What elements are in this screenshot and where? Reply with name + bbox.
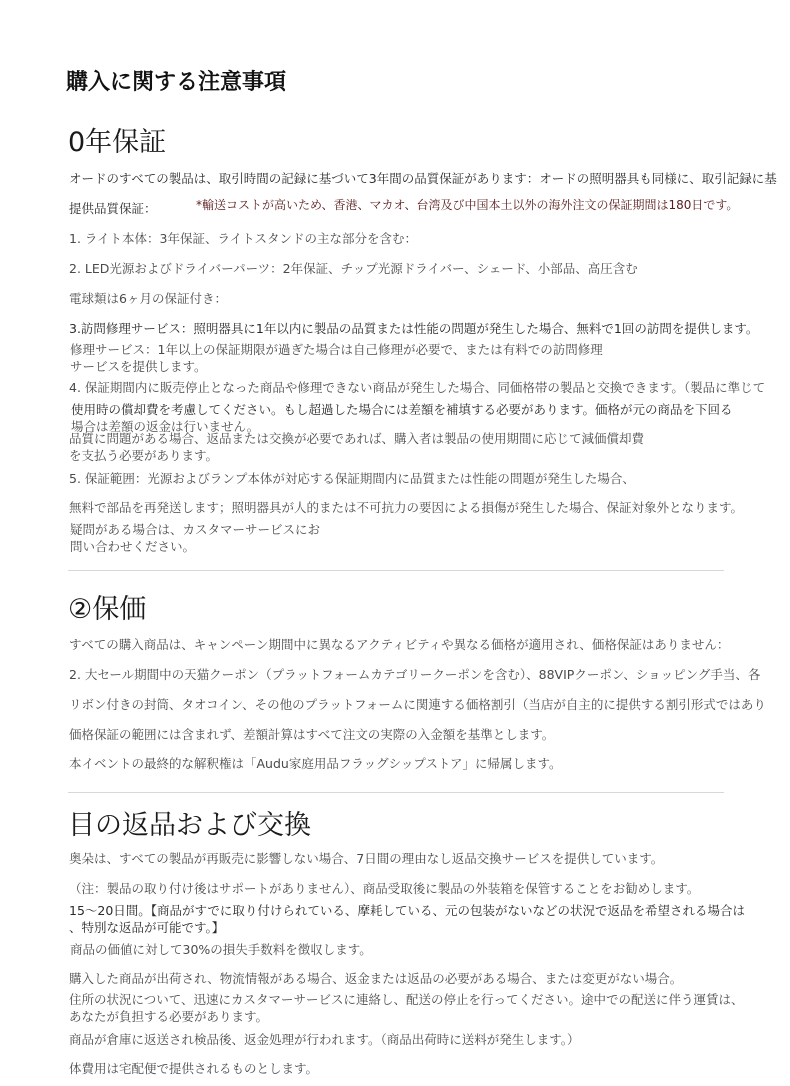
returns-line: 体費用は宅配便で提供されるものとします。 bbox=[69, 1061, 319, 1076]
warranty-line: 品質に問題がある場合、返品または交換が必要であれば、購入者は製品の使用期間に応じて減価償却費 bbox=[69, 431, 645, 446]
warranty-line: 使用時の償却費を考慮してください。もし超過した場合には差額を補填する必要があります。価格が元の商品を下回る bbox=[71, 402, 733, 417]
warranty-intro: オードのすべての製品は、取引時間の記録に基づいて3年間の品質保証があります：オードの照明器具も同様に、取引記録に基 bbox=[69, 171, 777, 186]
provider-label: 提供品質保証： bbox=[69, 201, 157, 216]
warranty-line: 問い合わせください。 bbox=[70, 539, 196, 554]
price-line: 価格保証の範囲には含まれず、差額計算はすべて注文の実際の入金額を基準とします。 bbox=[69, 727, 555, 742]
section-divider bbox=[68, 570, 724, 571]
returns-line: 、特別な返品が可能です。】 bbox=[69, 920, 225, 935]
returns-heading: 目の返品および交換 bbox=[68, 810, 311, 841]
price-line: リボン付きの封筒、タオコイン、その他のプラットフォームに関連する価格割引（当店が自主的に提供する割引形式ではあり bbox=[69, 697, 766, 712]
returns-line: （注：製品の取り付け後はサポートがありません）、商品受取後に製品の外装箱を保管することをお勧めします。 bbox=[69, 881, 700, 896]
returns-line: 商品の価値に対して30%の損失手数料を徴収します。 bbox=[70, 942, 372, 957]
price-line: 2. 大セール期間中の天猫クーポン（プラットフォームカテゴリークーポンを含む）、88VIPクーポン、ショッピング手当、各 bbox=[69, 667, 761, 682]
section-divider bbox=[68, 792, 724, 793]
warranty-line: 3.訪問修理サービス：照明器具に1年以内に製品の品質または性能の問題が発生した場合、無料で1回の訪問を提供します。 bbox=[69, 321, 759, 336]
returns-line: あなたが負担する必要があります。 bbox=[69, 1009, 269, 1024]
price-line: 本イベントの最終的な解釈権は「Audu家庭用品フラッグシップストア」に帰属します。 bbox=[69, 756, 562, 771]
warranty-line: を支払う必要があります。 bbox=[69, 448, 219, 463]
returns-line: 15〜20日間。【商品がすでに取り付けられている、摩耗している、元の包装がないなどの状況で返品を希望される場合は bbox=[69, 903, 745, 918]
warranty-line: サービスを提供します。 bbox=[70, 359, 207, 374]
warranty-line: 2. LED光源およびドライバーパーツ：2年保証、チップ光源ドライバー、シェード、小部品、高圧含む bbox=[69, 261, 638, 276]
returns-line: 住所の状況について、迅速にカスタマーサービスに連絡し、配送の停止を行ってください。途中での配送に伴う運賃は、 bbox=[69, 992, 744, 1007]
warranty-line: 場合は差額の返金は行いません。 bbox=[71, 419, 260, 434]
warranty-line: 5. 保証範囲：光源およびランプ本体が対応する保証期間内に品質または性能の問題が発生した場合、 bbox=[69, 471, 635, 486]
page-title: 購入に関する注意事項 bbox=[66, 70, 287, 95]
returns-line: 商品が倉庫に返送され検品後、返金処理が行われます。（商品出荷時に送料が発生します。） bbox=[69, 1032, 580, 1047]
price-heading: ②保価 bbox=[68, 594, 147, 625]
returns-line: 購入した商品が出荷され、物流情報がある場合、返金または返品の必要がある場合、または変更がない場合。 bbox=[69, 971, 683, 986]
warranty-line: 無料で部品を再発送します；照明器具が人的または不可抗力の要因による損傷が発生した場合、保証対象外となります。 bbox=[69, 500, 744, 515]
returns-line: 奥朵は、すべての製品が再販売に影響しない場合、7日間の理由なし返品交換サービスを提供しています。 bbox=[69, 851, 664, 866]
warranty-line: 疑問がある場合は、カスタマーサービスにお bbox=[70, 522, 321, 537]
overseas-warranty-note: *輸送コストが高いため、香港、マカオ、台湾及び中国本土以外の海外注文の保証期間は180日です。 bbox=[196, 198, 739, 212]
warranty-line: 修理サービス：1年以上の保証期限が過ぎた場合は自己修理が必要で、または有料での訪問修理 bbox=[70, 342, 603, 357]
warranty-line: 4. 保証期間内に販売停止となった商品や修理できない商品が発生した場合、同価格帯の製品と交換できます。（製品に準じて bbox=[69, 380, 766, 395]
warranty-heading: 0年保証 bbox=[68, 127, 167, 158]
warranty-line: 1. ライト本体：3年保証、ライトスタンドの主な部分を含む： bbox=[69, 231, 417, 246]
price-line: すべての購入商品は、キャンペーン期間中に異なるアクティビティや異なる価格が適用され、価格保証はありません： bbox=[69, 637, 730, 652]
warranty-line: 電球類は6ヶ月の保証付き： bbox=[69, 291, 227, 306]
